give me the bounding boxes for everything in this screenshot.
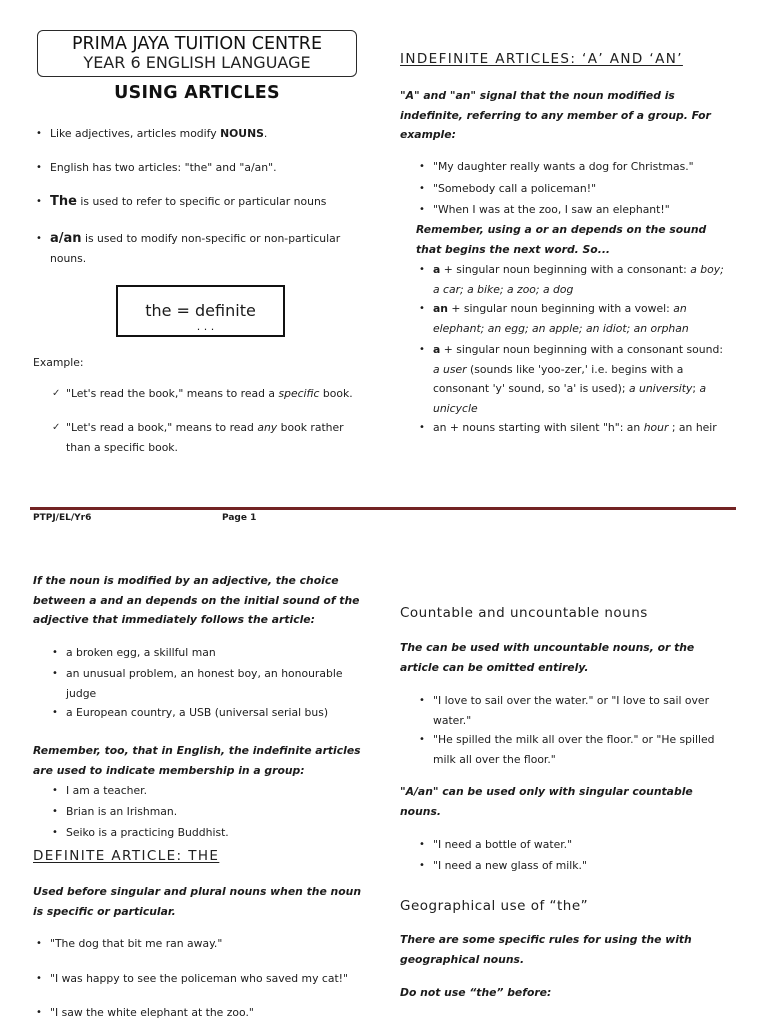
example-text: "Let's read a book," means to read (66, 421, 258, 434)
a-an-term: a/an (50, 231, 82, 246)
rule-example: a user (433, 362, 467, 376)
intro-point-text: is used to modify non-specific or non-particular nouns. (50, 232, 341, 265)
geographical-heading: Geographical use of “the” (400, 898, 589, 914)
indefinite-example: • "My daughter really wants a dog for Christmas." (433, 157, 694, 177)
example-text-end: book. (319, 387, 353, 400)
definition-clipped-line: . . . (196, 320, 215, 333)
countable-example: • "I need a bottle of water." (433, 835, 572, 855)
adjective-example: • a broken egg, a skillful man (66, 643, 216, 663)
rule-article: a (433, 343, 441, 356)
uncountable-example: • "He spilled the milk all over the floor." or "He spilled milk all over the floor." (433, 730, 715, 769)
indefinite-intro: "A" and "an" signal that the noun modified is indefinite, referring to any member of a group. For example: (400, 89, 711, 141)
rule-article: a (433, 263, 441, 276)
footer-code: PTPJ/EL/Yr6 (33, 513, 92, 523)
adjective-rule-note: If the noun is modified by an adjective, the choice between a and an depends on the initial sound of the adjective that immediately follows the article: (33, 574, 360, 626)
geographical-note: There are some specific rules for using the with geographical nouns. (400, 933, 692, 966)
definite-heading: DEFINITE ARTICLE: THE (33, 848, 220, 864)
example-the-book (66, 384, 353, 404)
definition-text: the = definite (145, 301, 256, 320)
rule-a-consonant-sound (433, 340, 723, 418)
adjective-example: • a European country, a USB (universal serial bus) (66, 703, 328, 723)
intro-point-text: is used to refer to specific or particular nouns (76, 195, 327, 208)
indefinite-example: • "When I was at the zoo, I saw an elephant!" (433, 200, 670, 220)
membership-example: • Brian is an Irishman. (66, 802, 177, 822)
rule-an-vowel (433, 299, 689, 338)
definite-note: Used before singular and plural nouns when the noun is specific or particular. (33, 885, 362, 918)
sound-rule-note: Remember, using a or an depends on the sound that begins the next word. So... (416, 223, 707, 256)
example-label: Example: (33, 356, 84, 369)
example-emphasis: specific (278, 387, 320, 400)
example-text: "Let's read the book," means to read a (66, 387, 279, 400)
rule-a-consonant (433, 260, 724, 299)
rule-example: hour (643, 421, 669, 434)
the-term: The (50, 194, 77, 209)
intro-point-two-articles: • English has two articles: "the" and "a/an". (50, 158, 277, 178)
a-an-countable-note: "A/an" can be used only with singular countable nouns. (400, 785, 693, 818)
membership-example: • Seiko is a practicing Buddhist. (66, 823, 229, 843)
indefinite-example: • "Somebody call a policeman!" (433, 179, 596, 199)
membership-example: • I am a teacher. (66, 781, 147, 801)
worksheet-title: USING ARTICLES (114, 83, 280, 103)
course-name: YEAR 6 ENGLISH LANGUAGE (83, 53, 311, 72)
countable-heading: Countable and uncountable nouns (400, 605, 648, 621)
adjective-example: • an unusual problem, an honest boy, an honourable judge (66, 664, 343, 703)
nouns-emphasis: NOUNS (220, 127, 264, 140)
header-box (37, 30, 357, 77)
rule-example: a university (628, 382, 693, 395)
rule-text: + singular noun beginning with a consonant sound: (443, 343, 723, 356)
rule-an-silent-h (433, 418, 717, 438)
rule-text: (sounds like 'yoo-zer,' i.e. begins with a consonant 'y' sound, so 'a' is used); (433, 362, 684, 395)
uncountable-example: • "I love to sail over the water." or "I love to sail over water." (433, 691, 709, 730)
checkmark-icon (52, 418, 60, 438)
rule-article: an (433, 302, 448, 315)
intro-point-the (50, 192, 326, 212)
section-divider (30, 507, 736, 510)
countable-example: • "I need a new glass of milk." (433, 856, 587, 876)
geographical-do-not-use: Do not use “the” before: (400, 986, 552, 999)
checkmark-icon (52, 384, 60, 404)
example-text-end: book rather than a specific book. (66, 421, 344, 454)
uncountable-note: The can be used with uncountable nouns, or the article can be omitted entirely. (400, 641, 695, 674)
rule-example: a unicycle (433, 382, 707, 415)
definite-example: • "I saw the white elephant at the zoo." (50, 1003, 254, 1023)
rule-text: ; an heir (668, 421, 717, 434)
intro-point-nouns (50, 124, 267, 144)
rule-text: + singular noun beginning with a consonant: (440, 263, 691, 276)
intro-point-end: . (263, 127, 268, 140)
membership-note: Remember, too, that in English, the indefinite articles are used to indicate membership in a group: (33, 744, 361, 777)
rule-text: + singular noun beginning with a vowel: (447, 302, 674, 315)
example-emphasis: any (257, 421, 278, 434)
intro-point-a-an (50, 229, 340, 268)
footer-page-number: Page 1 (222, 513, 257, 523)
rule-text: an + nouns starting with silent "h": an (433, 421, 644, 434)
rule-examples: a boy; a car; a bike; a zoo; a dog (433, 263, 724, 296)
definition-box (116, 285, 285, 337)
definite-example: • "I was happy to see the policeman who saved my cat!" (50, 969, 348, 989)
indefinite-heading: INDEFINITE ARTICLES: ‘A’ AND ‘AN’ (400, 51, 683, 67)
rule-text: ; (692, 382, 700, 395)
school-name: PRIMA JAYA TUITION CENTRE (71, 34, 323, 54)
definite-example: • "The dog that bit me ran away." (50, 934, 222, 954)
rule-examples: an elephant; an egg; an apple; an idiot; an orphan (433, 302, 689, 335)
intro-point-text: Like adjectives, articles modify (50, 127, 221, 140)
example-a-book (66, 418, 344, 457)
